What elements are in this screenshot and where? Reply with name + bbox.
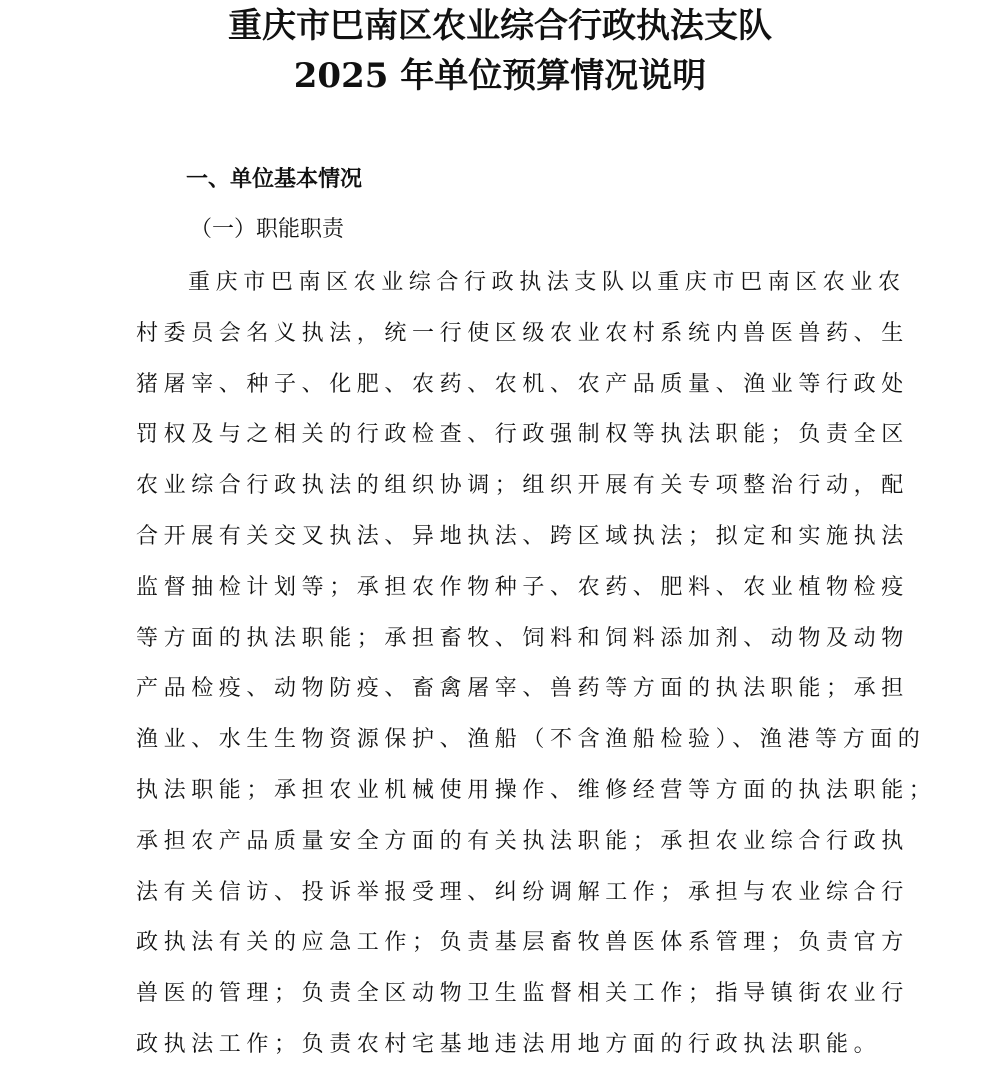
- body-line: 执法职能；承担农业机械使用操作、维修经营等方面的执法职能；: [136, 777, 937, 803]
- body-line: 渔业、水生生物资源保护、渔船（不含渔船检验）、渔港等方面的: [136, 727, 926, 753]
- body-paragraph: [136, 258, 937, 1071]
- document-title-line-2: 2025 年单位预算情况说明: [293, 56, 707, 96]
- body-line: 承担农产品质量安全方面的有关执法职能；承担农业综合行政执: [136, 828, 909, 854]
- body-line: 政执法工作；负责农村宅基地违法用地方面的行政执法职能。: [136, 1031, 882, 1057]
- section-heading: 一、单位基本情况: [186, 167, 363, 192]
- body-line: 罚权及与之相关的行政检查、行政强制权等执法职能；负责全区: [136, 422, 909, 448]
- body-line: 监督抽检计划等；承担农作物种子、农药、肥料、农业植物检疫: [136, 574, 909, 600]
- body-line: 合开展有关交叉执法、异地执法、跨区域执法；拟定和实施执法: [136, 523, 909, 549]
- body-line: 等方面的执法职能；承担畜牧、饲料和饲料添加剂、动物及动物: [136, 625, 909, 651]
- body-line: 兽医的管理；负责全区动物卫生监督相关工作；指导镇街农业行: [136, 981, 909, 1007]
- body-line: 政执法有关的应急工作；负责基层畜牧兽医体系管理；负责官方: [136, 930, 909, 956]
- body-line: 法有关信访、投诉举报受理、纠纷调解工作；承担与农业综合行: [136, 879, 909, 905]
- body-line: 产品检疫、动物防疫、畜禽屠宰、兽药等方面的执法职能；承担: [136, 676, 909, 702]
- subsection-heading: （一）职能职责: [190, 217, 345, 242]
- body-line: 农业综合行政执法的组织协调；组织开展有关专项整治行动，配: [136, 473, 909, 499]
- document-title-line-1: 重庆市巴南区农业综合行政执法支队: [228, 6, 772, 46]
- body-line: 重庆市巴南区农业综合行政执法支队以重庆市巴南区农业农: [188, 270, 906, 295]
- body-line: 村委员会名义执法，统一行使区级农业农村系统内兽医兽药、生: [136, 320, 909, 346]
- body-line: 猪屠宰、种子、化肥、农药、农机、农产品质量、渔业等行政处: [136, 371, 909, 397]
